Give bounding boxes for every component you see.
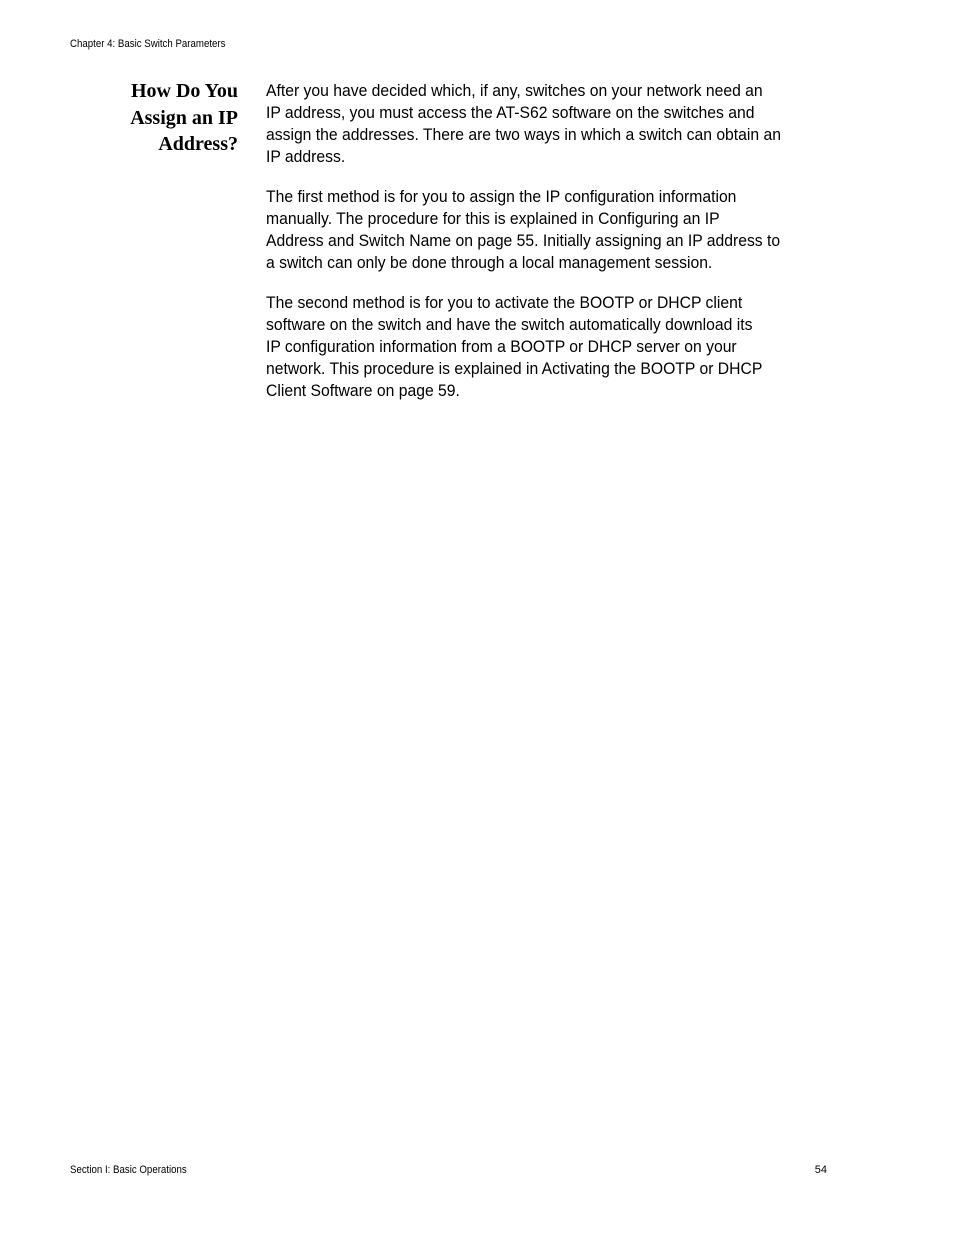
body-text <box>266 80 841 420</box>
text-line: assign the addresses. There are two ways in which a switch can obtain an <box>266 126 781 144</box>
text-line: IP address, you must access the AT-S62 software on the switches and <box>266 104 755 122</box>
text-line: Address and Switch Name on page 55. Initially assigning an IP address to <box>266 232 781 250</box>
section-heading-line: Address? <box>158 133 238 155</box>
text-line: a switch can only be done through a local management session. <box>266 254 713 272</box>
text-line: Client Software on page 59. <box>266 382 460 400</box>
footer-page-number: 54 <box>814 1164 827 1176</box>
text-line: network. This procedure is explained in Activating the BOOTP or DHCP <box>266 360 763 378</box>
section-heading-line: Assign an IP <box>130 106 238 129</box>
text-line: software on the switch and have the switch automatically download its <box>266 316 753 334</box>
text-line: IP address. <box>266 148 346 166</box>
running-header: Chapter 4: Basic Switch Parameters <box>70 38 226 50</box>
paragraph-2 <box>266 186 841 274</box>
text-line: The first method is for you to assign the IP configuration information <box>266 188 737 206</box>
text-line: manually. The procedure for this is explained in Configuring an IP <box>266 210 720 228</box>
section-heading-line: How Do You <box>130 80 238 102</box>
text-line: After you have decided which, if any, switches on your network need an <box>266 82 763 100</box>
section-heading <box>80 78 238 158</box>
text-line: IP configuration information from a BOOTP or DHCP server on your <box>266 338 737 356</box>
paragraph-3 <box>266 292 841 402</box>
text-line: The second method is for you to activate the BOOTP or DHCP client <box>266 294 743 312</box>
paragraph-1 <box>266 80 841 168</box>
footer-section-label: Section I: Basic Operations <box>70 1164 187 1176</box>
